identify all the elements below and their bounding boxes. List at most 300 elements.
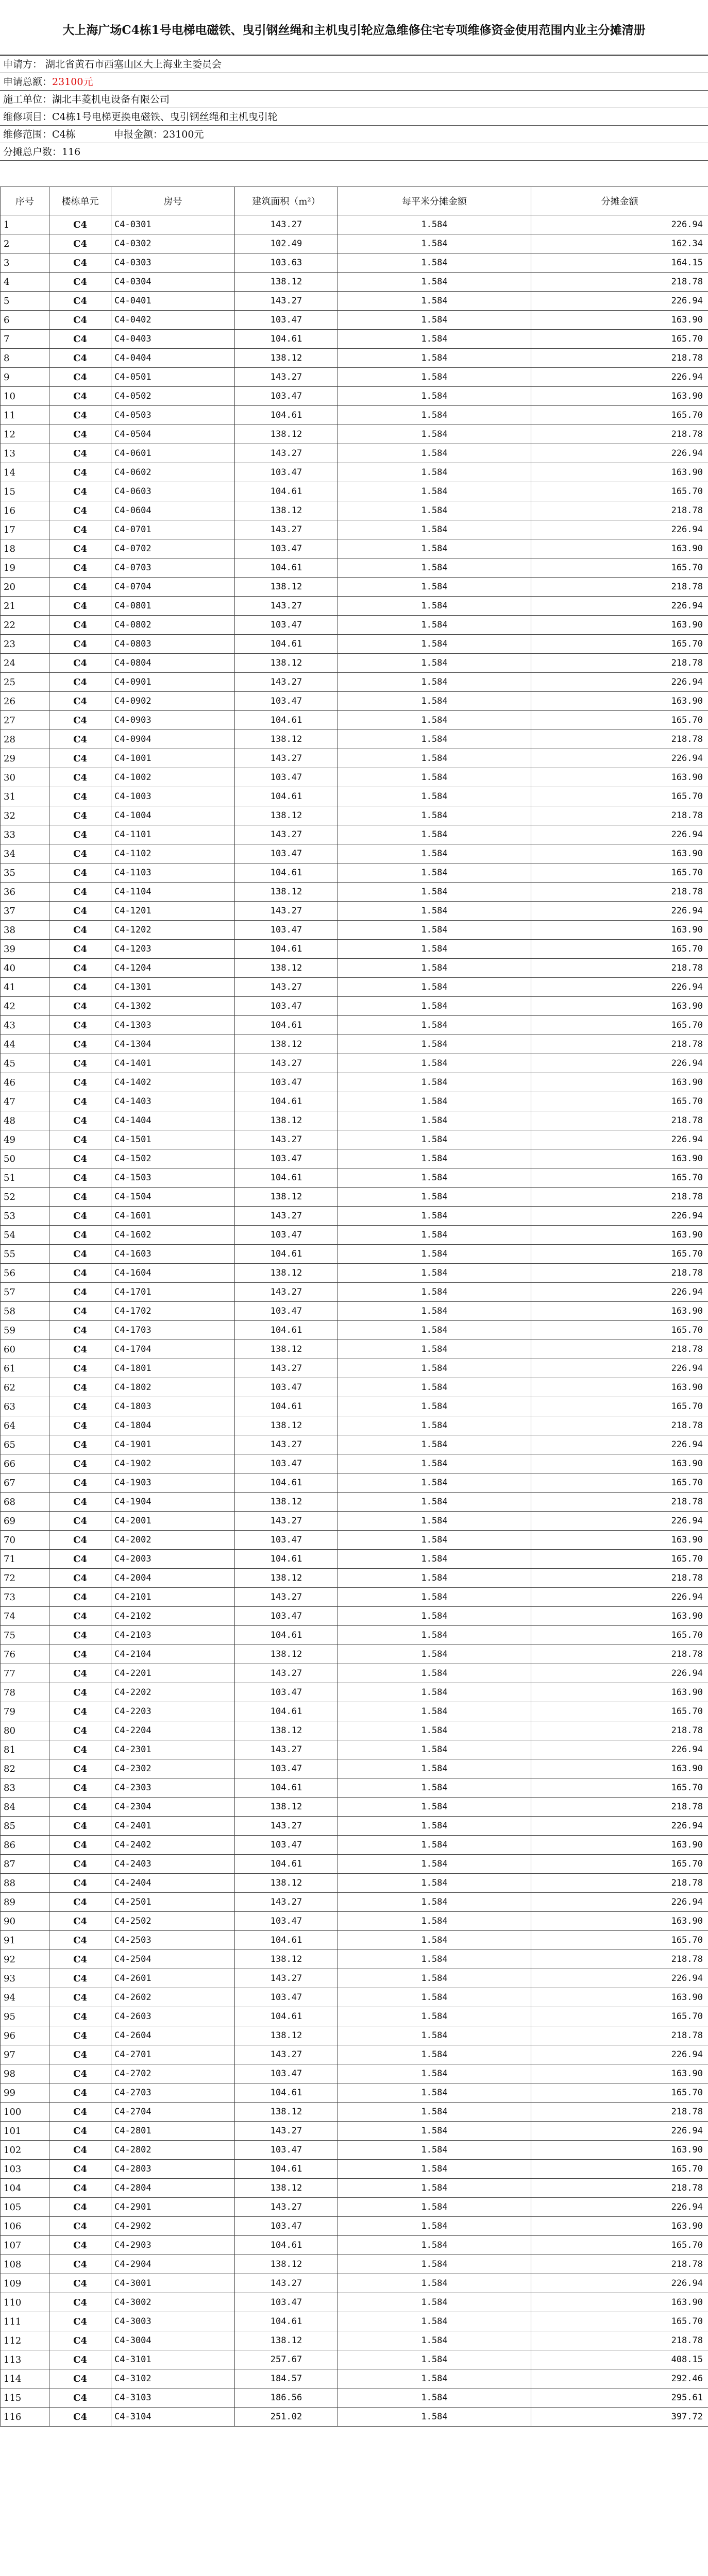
row-area: 138.12 <box>235 2103 338 2122</box>
row-room: C4-0403 <box>111 330 235 349</box>
row-unit: C4 <box>49 1664 111 1683</box>
row-index: 99 <box>1 2083 49 2103</box>
row-area: 138.12 <box>235 1264 338 1283</box>
row-unit: C4 <box>49 482 111 501</box>
row-area: 138.12 <box>235 883 338 902</box>
table-row <box>1 2236 708 2255</box>
table-row <box>1 1912 708 1931</box>
row-area: 143.27 <box>235 749 338 768</box>
table-row <box>1 711 708 730</box>
row-room: C4-2301 <box>111 1740 235 1759</box>
table-row <box>1 1435 708 1454</box>
row-area: 104.61 <box>235 406 338 425</box>
table-row <box>1 1721 708 1740</box>
row-unit: C4 <box>49 501 111 520</box>
row-rate: 1.584 <box>338 2408 531 2427</box>
row-rate: 1.584 <box>338 273 531 292</box>
row-rate: 1.584 <box>338 2160 531 2179</box>
table-row <box>1 883 708 902</box>
row-amount: 165.70 <box>531 787 708 806</box>
table-row <box>1 1893 708 1912</box>
row-amount: 226.94 <box>531 215 708 234</box>
row-amount: 165.70 <box>531 2236 708 2255</box>
row-rate: 1.584 <box>338 482 531 501</box>
row-area: 138.12 <box>235 1950 338 1969</box>
row-room: C4-0302 <box>111 234 235 253</box>
row-room: C4-1604 <box>111 1264 235 1283</box>
row-unit: C4 <box>49 997 111 1016</box>
table-row <box>1 1473 708 1493</box>
row-area: 138.12 <box>235 730 338 749</box>
row-rate: 1.584 <box>338 2141 531 2160</box>
row-rate: 1.584 <box>338 2331 531 2350</box>
row-rate: 1.584 <box>338 1054 531 1073</box>
row-amount: 163.90 <box>531 616 708 635</box>
row-index: 45 <box>1 1054 49 1073</box>
row-rate: 1.584 <box>338 749 531 768</box>
row-unit: C4 <box>49 1245 111 1264</box>
row-room: C4-1802 <box>111 1378 235 1397</box>
households-text: 分摊总户数：116 <box>3 146 81 158</box>
row-room: C4-2701 <box>111 2045 235 2064</box>
row-area: 143.27 <box>235 2198 338 2217</box>
table-row <box>1 1188 708 1207</box>
row-amount: 226.94 <box>531 1664 708 1683</box>
row-unit: C4 <box>49 1359 111 1378</box>
row-room: C4-2101 <box>111 1588 235 1607</box>
row-amount: 218.78 <box>531 1950 708 1969</box>
row-rate: 1.584 <box>338 1740 531 1759</box>
row-index: 7 <box>1 330 49 349</box>
row-unit: C4 <box>49 787 111 806</box>
row-area: 143.27 <box>235 825 338 844</box>
row-unit: C4 <box>49 1073 111 1092</box>
row-area: 103.47 <box>235 921 338 940</box>
header-amount: 分摊金额 <box>531 187 708 215</box>
table-row <box>1 1493 708 1512</box>
row-unit: C4 <box>49 2083 111 2103</box>
row-index: 31 <box>1 787 49 806</box>
row-room: C4-1501 <box>111 1130 235 1149</box>
row-rate: 1.584 <box>338 520 531 539</box>
table-row <box>1 1798 708 1817</box>
row-rate: 1.584 <box>338 1302 531 1321</box>
row-room: C4-2102 <box>111 1607 235 1626</box>
row-index: 58 <box>1 1302 49 1321</box>
row-area: 104.61 <box>235 558 338 578</box>
row-unit: C4 <box>49 1283 111 1302</box>
row-unit: C4 <box>49 1969 111 1988</box>
row-index: 70 <box>1 1531 49 1550</box>
row-amount: 163.90 <box>531 997 708 1016</box>
row-room: C4-1702 <box>111 1302 235 1321</box>
row-index: 36 <box>1 883 49 902</box>
row-index: 41 <box>1 978 49 997</box>
row-index: 8 <box>1 349 49 368</box>
row-unit: C4 <box>49 1893 111 1912</box>
row-rate: 1.584 <box>338 1493 531 1512</box>
row-unit: C4 <box>49 1626 111 1645</box>
row-area: 104.61 <box>235 2160 338 2179</box>
table-row <box>1 349 708 368</box>
row-index: 57 <box>1 1283 49 1302</box>
row-amount: 163.90 <box>531 1683 708 1702</box>
row-rate: 1.584 <box>338 883 531 902</box>
table-row <box>1 1073 708 1092</box>
table-row <box>1 1626 708 1645</box>
row-room: C4-2904 <box>111 2255 235 2274</box>
row-amount: 218.78 <box>531 959 708 978</box>
row-amount: 165.70 <box>531 2312 708 2331</box>
row-amount: 163.90 <box>531 1073 708 1092</box>
row-unit: C4 <box>49 2064 111 2083</box>
row-index: 97 <box>1 2045 49 2064</box>
row-area: 104.61 <box>235 2007 338 2026</box>
row-rate: 1.584 <box>338 787 531 806</box>
row-unit: C4 <box>49 558 111 578</box>
row-area: 104.61 <box>235 1092 338 1111</box>
row-rate: 1.584 <box>338 2217 531 2236</box>
table-row <box>1 1664 708 1683</box>
table-row <box>1 1855 708 1874</box>
row-amount: 226.94 <box>531 2045 708 2064</box>
row-unit: C4 <box>49 1130 111 1149</box>
row-index: 87 <box>1 1855 49 1874</box>
row-index: 25 <box>1 673 49 692</box>
row-amount: 408.15 <box>531 2350 708 2369</box>
row-index: 66 <box>1 1454 49 1473</box>
row-index: 34 <box>1 844 49 863</box>
table-row <box>1 2350 708 2369</box>
row-amount: 165.70 <box>531 1473 708 1493</box>
row-room: C4-1001 <box>111 749 235 768</box>
row-amount: 226.94 <box>531 292 708 311</box>
table-row <box>1 215 708 234</box>
row-unit: C4 <box>49 654 111 673</box>
row-area: 103.47 <box>235 311 338 330</box>
row-unit: C4 <box>49 1740 111 1759</box>
row-room: C4-2703 <box>111 2083 235 2103</box>
row-index: 91 <box>1 1931 49 1950</box>
row-index: 114 <box>1 2369 49 2388</box>
row-area: 138.12 <box>235 2026 338 2045</box>
scope-row <box>0 126 708 143</box>
row-amount: 218.78 <box>531 2331 708 2350</box>
row-index: 9 <box>1 368 49 387</box>
row-amount: 218.78 <box>531 730 708 749</box>
row-area: 104.61 <box>235 1931 338 1950</box>
row-area: 138.12 <box>235 1645 338 1664</box>
row-unit: C4 <box>49 2255 111 2274</box>
row-unit: C4 <box>49 711 111 730</box>
row-index: 94 <box>1 1988 49 2007</box>
table-row <box>1 1054 708 1073</box>
row-index: 76 <box>1 1645 49 1664</box>
row-area: 138.12 <box>235 349 338 368</box>
row-amount: 163.90 <box>531 844 708 863</box>
row-rate: 1.584 <box>338 2369 531 2388</box>
contractor-row <box>0 91 708 108</box>
row-area: 103.47 <box>235 1302 338 1321</box>
row-rate: 1.584 <box>338 597 531 616</box>
row-unit: C4 <box>49 1855 111 1874</box>
row-index: 80 <box>1 1721 49 1740</box>
row-room: C4-2501 <box>111 1893 235 1912</box>
row-unit: C4 <box>49 940 111 959</box>
row-rate: 1.584 <box>338 1988 531 2007</box>
row-amount: 226.94 <box>531 1283 708 1302</box>
row-rate: 1.584 <box>338 1092 531 1111</box>
row-index: 12 <box>1 425 49 444</box>
row-unit: C4 <box>49 292 111 311</box>
header-index: 序号 <box>1 187 49 215</box>
row-room: C4-1104 <box>111 883 235 902</box>
row-index: 96 <box>1 2026 49 2045</box>
table-row <box>1 635 708 654</box>
row-room: C4-0702 <box>111 539 235 558</box>
row-amount: 226.94 <box>531 1130 708 1149</box>
row-area: 251.02 <box>235 2408 338 2427</box>
row-index: 98 <box>1 2064 49 2083</box>
row-rate: 1.584 <box>338 902 531 921</box>
row-amount: 218.78 <box>531 1798 708 1817</box>
table-row <box>1 2179 708 2198</box>
row-area: 104.61 <box>235 1168 338 1188</box>
row-amount: 226.94 <box>531 597 708 616</box>
row-index: 81 <box>1 1740 49 1759</box>
row-index: 64 <box>1 1416 49 1435</box>
row-area: 104.61 <box>235 2236 338 2255</box>
row-rate: 1.584 <box>338 2179 531 2198</box>
row-amount: 226.94 <box>531 1969 708 1988</box>
row-amount: 226.94 <box>531 368 708 387</box>
row-index: 67 <box>1 1473 49 1493</box>
row-unit: C4 <box>49 1397 111 1416</box>
table-row <box>1 1207 708 1226</box>
row-rate: 1.584 <box>338 2274 531 2293</box>
row-unit: C4 <box>49 863 111 883</box>
row-unit: C4 <box>49 1588 111 1607</box>
row-index: 44 <box>1 1035 49 1054</box>
row-index: 29 <box>1 749 49 768</box>
table-row <box>1 1454 708 1473</box>
row-unit: C4 <box>49 883 111 902</box>
row-amount: 163.90 <box>531 1454 708 1473</box>
row-amount: 226.94 <box>531 520 708 539</box>
row-area: 138.12 <box>235 1416 338 1435</box>
row-room: C4-0502 <box>111 387 235 406</box>
row-index: 59 <box>1 1321 49 1340</box>
row-unit: C4 <box>49 406 111 425</box>
row-amount: 226.94 <box>531 673 708 692</box>
row-room: C4-2404 <box>111 1874 235 1893</box>
row-room: C4-1003 <box>111 787 235 806</box>
row-room: C4-1302 <box>111 997 235 1016</box>
row-rate: 1.584 <box>338 806 531 825</box>
row-unit: C4 <box>49 1493 111 1512</box>
row-index: 20 <box>1 578 49 597</box>
row-index: 47 <box>1 1092 49 1111</box>
row-room: C4-2502 <box>111 1912 235 1931</box>
row-unit: C4 <box>49 1836 111 1855</box>
row-room: C4-0301 <box>111 215 235 234</box>
row-amount: 165.70 <box>531 863 708 883</box>
row-index: 26 <box>1 692 49 711</box>
row-amount: 163.90 <box>531 2293 708 2312</box>
row-rate: 1.584 <box>338 2064 531 2083</box>
row-amount: 163.90 <box>531 1149 708 1168</box>
row-room: C4-1902 <box>111 1454 235 1473</box>
row-index: 46 <box>1 1073 49 1092</box>
row-area: 104.61 <box>235 1397 338 1416</box>
table-row <box>1 1702 708 1721</box>
row-room: C4-2103 <box>111 1626 235 1645</box>
row-unit: C4 <box>49 844 111 863</box>
row-amount: 218.78 <box>531 273 708 292</box>
row-unit: C4 <box>49 215 111 234</box>
row-rate: 1.584 <box>338 1931 531 1950</box>
row-room: C4-1102 <box>111 844 235 863</box>
row-index: 75 <box>1 1626 49 1645</box>
row-index: 78 <box>1 1683 49 1702</box>
row-rate: 1.584 <box>338 578 531 597</box>
row-amount: 163.90 <box>531 1607 708 1626</box>
row-amount: 163.90 <box>531 1226 708 1245</box>
row-unit: C4 <box>49 2274 111 2293</box>
table-row <box>1 539 708 558</box>
table-row <box>1 1569 708 1588</box>
row-room: C4-1904 <box>111 1493 235 1512</box>
row-room: C4-3103 <box>111 2388 235 2408</box>
row-area: 143.27 <box>235 215 338 234</box>
row-amount: 163.90 <box>531 1378 708 1397</box>
row-unit: C4 <box>49 1454 111 1473</box>
row-unit: C4 <box>49 1607 111 1626</box>
row-rate: 1.584 <box>338 1531 531 1550</box>
row-unit: C4 <box>49 1931 111 1950</box>
row-room: C4-2802 <box>111 2141 235 2160</box>
table-row <box>1 1950 708 1969</box>
row-index: 10 <box>1 387 49 406</box>
table-row <box>1 2045 708 2064</box>
row-area: 103.47 <box>235 1454 338 1473</box>
row-area: 143.27 <box>235 1664 338 1683</box>
row-room: C4-1704 <box>111 1340 235 1359</box>
table-row <box>1 2103 708 2122</box>
row-index: 84 <box>1 1798 49 1817</box>
row-unit: C4 <box>49 1759 111 1778</box>
row-index: 35 <box>1 863 49 883</box>
row-room: C4-1204 <box>111 959 235 978</box>
row-unit: C4 <box>49 1912 111 1931</box>
row-area: 138.12 <box>235 1798 338 1817</box>
row-index: 107 <box>1 2236 49 2255</box>
row-amount: 218.78 <box>531 1874 708 1893</box>
row-amount: 165.70 <box>531 1626 708 1645</box>
row-rate: 1.584 <box>338 1454 531 1473</box>
total-label: 申请总额： <box>3 76 53 88</box>
table-row <box>1 425 708 444</box>
row-amount: 163.90 <box>531 463 708 482</box>
row-area: 104.61 <box>235 1016 338 1035</box>
table-row <box>1 2007 708 2026</box>
row-unit: C4 <box>49 1111 111 1130</box>
row-room: C4-0602 <box>111 463 235 482</box>
row-room: C4-1803 <box>111 1397 235 1416</box>
row-amount: 165.70 <box>531 1550 708 1569</box>
row-room: C4-3001 <box>111 2274 235 2293</box>
row-unit: C4 <box>49 539 111 558</box>
row-room: C4-3002 <box>111 2293 235 2312</box>
row-amount: 165.70 <box>531 2007 708 2026</box>
row-rate: 1.584 <box>338 330 531 349</box>
row-area: 104.61 <box>235 482 338 501</box>
table-row <box>1 1226 708 1245</box>
table-row <box>1 1550 708 1569</box>
table-row <box>1 311 708 330</box>
row-unit: C4 <box>49 1378 111 1397</box>
row-area: 143.27 <box>235 292 338 311</box>
row-area: 103.47 <box>235 2217 338 2236</box>
row-area: 104.61 <box>235 2083 338 2103</box>
row-index: 105 <box>1 2198 49 2217</box>
row-amount: 163.90 <box>531 692 708 711</box>
row-amount: 165.70 <box>531 406 708 425</box>
row-unit: C4 <box>49 2293 111 2312</box>
row-room: C4-0802 <box>111 616 235 635</box>
table-row <box>1 692 708 711</box>
row-amount: 163.90 <box>531 1988 708 2007</box>
project-row <box>0 108 708 126</box>
row-rate: 1.584 <box>338 1397 531 1416</box>
row-rate: 1.584 <box>338 349 531 368</box>
row-amount: 163.90 <box>531 921 708 940</box>
table-row <box>1 2312 708 2331</box>
row-rate: 1.584 <box>338 2083 531 2103</box>
row-room: C4-1903 <box>111 1473 235 1493</box>
row-unit: C4 <box>49 2198 111 2217</box>
row-amount: 226.94 <box>531 1359 708 1378</box>
row-amount: 218.78 <box>531 501 708 520</box>
row-rate: 1.584 <box>338 1188 531 1207</box>
row-rate: 1.584 <box>338 215 531 234</box>
row-room: C4-2803 <box>111 2160 235 2179</box>
row-index: 69 <box>1 1512 49 1531</box>
row-rate: 1.584 <box>338 1702 531 1721</box>
row-index: 68 <box>1 1493 49 1512</box>
row-amount: 218.78 <box>531 1493 708 1512</box>
row-rate: 1.584 <box>338 673 531 692</box>
row-rate: 1.584 <box>338 2026 531 2045</box>
row-area: 104.61 <box>235 940 338 959</box>
row-unit: C4 <box>49 749 111 768</box>
row-rate: 1.584 <box>338 368 531 387</box>
row-index: 63 <box>1 1397 49 1416</box>
row-unit: C4 <box>49 616 111 635</box>
row-rate: 1.584 <box>338 1149 531 1168</box>
row-room: C4-1303 <box>111 1016 235 1035</box>
row-rate: 1.584 <box>338 1359 531 1378</box>
row-area: 143.27 <box>235 2122 338 2141</box>
row-rate: 1.584 <box>338 444 531 463</box>
row-area: 138.12 <box>235 1493 338 1512</box>
row-rate: 1.584 <box>338 253 531 273</box>
contractor-text: 施工单位：湖北丰菱机电设备有限公司 <box>3 94 170 105</box>
table-row <box>1 520 708 539</box>
table-row <box>1 1969 708 1988</box>
row-unit: C4 <box>49 1721 111 1740</box>
row-room: C4-1601 <box>111 1207 235 1226</box>
